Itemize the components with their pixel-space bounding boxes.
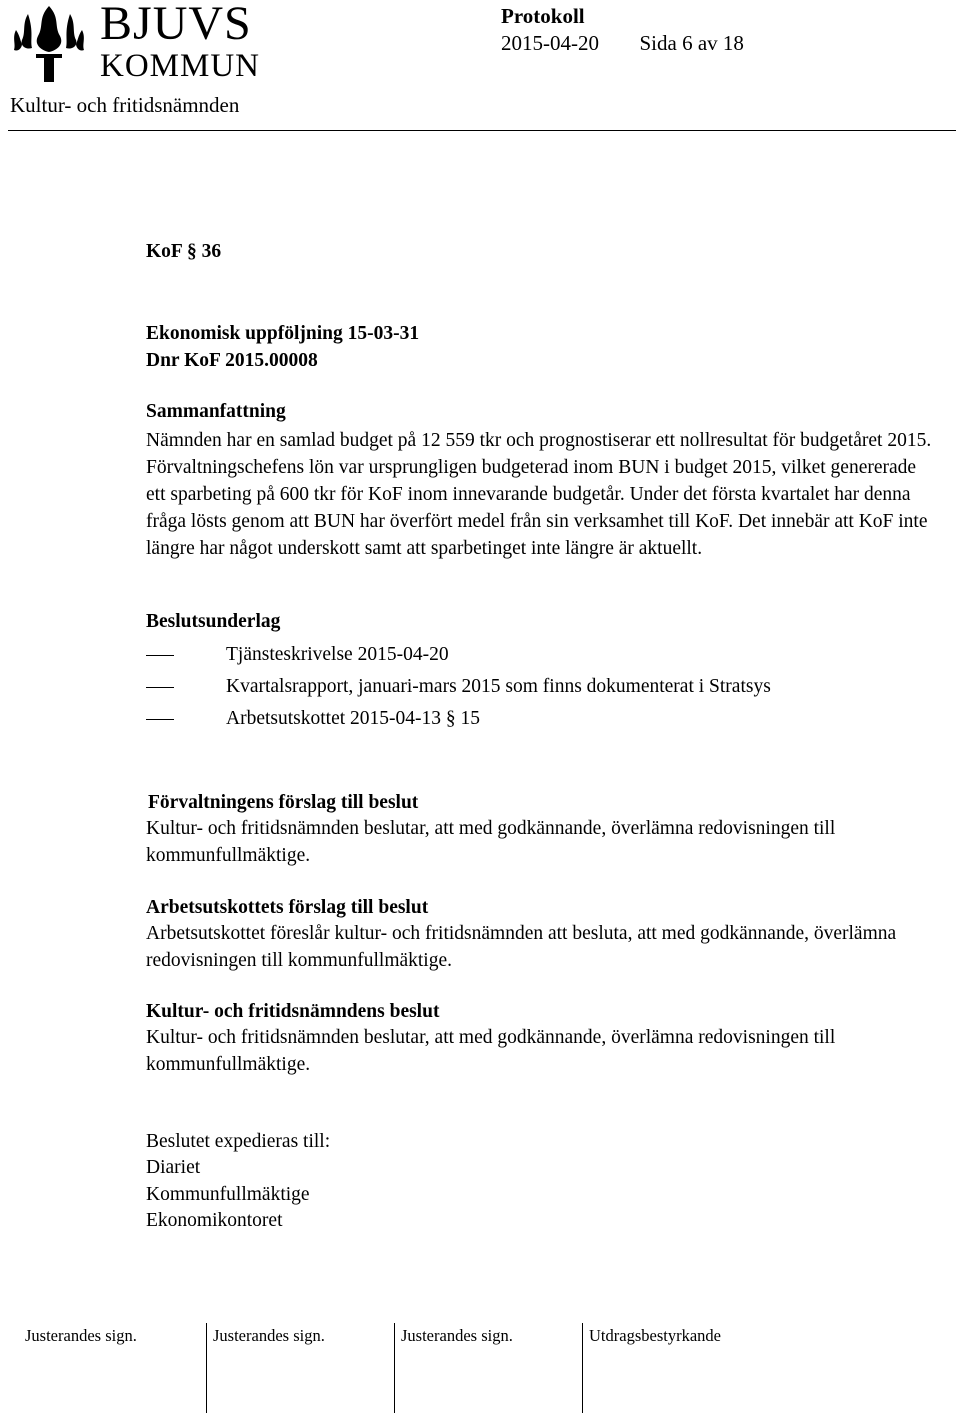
signature-divider xyxy=(206,1323,207,1413)
torch-flame-icon xyxy=(8,4,90,84)
decision-text: Kultur- och fritidsnämnden beslutar, att med godkännande, överlämna redovisningen till kommunfullmäktige. xyxy=(146,1027,836,1075)
decision-heading: Kultur- och fritidsnämndens beslut xyxy=(146,1001,440,1022)
distribution-recipient: Diariet xyxy=(146,1157,201,1178)
distribution-heading: Beslutet expedieras till: xyxy=(146,1131,331,1152)
document-header xyxy=(501,3,744,58)
dash-bullet xyxy=(146,687,174,688)
logo-wordmark-kommun: KOMMUN xyxy=(100,48,261,84)
distribution-recipient: Ekonomikontoret xyxy=(146,1210,283,1231)
signature-cell-label: Utdragsbestyrkande xyxy=(589,1326,721,1345)
case-dnr: Dnr KoF 2015.00008 xyxy=(146,350,318,371)
admin-proposal-heading: Förvaltningens förslag till beslut xyxy=(148,792,419,813)
case-title: Ekonomisk uppföljning 15-03-31 xyxy=(146,323,420,344)
basis-heading: Beslutsunderlag xyxy=(146,611,281,632)
basis-item-text: Tjänsteskrivelse 2015-04-20 xyxy=(226,644,449,665)
case-number: KoF § 36 xyxy=(146,241,222,262)
admin-proposal-text: Kultur- och fritidsnämnden beslutar, att med godkännande, överlämna redovisningen till kommunfullmäktige. xyxy=(146,818,836,866)
signature-cell-label: Justerandes sign. xyxy=(25,1326,137,1345)
dash-bullet xyxy=(146,719,174,720)
summary-heading: Sammanfattning xyxy=(146,401,286,422)
signature-footer xyxy=(0,1323,960,1415)
municipality-logo xyxy=(8,0,261,84)
basis-item-text: Arbetsutskottet 2015-04-13 § 15 xyxy=(226,708,481,729)
basis-item-text: Kvartalsrapport, januari-mars 2015 som finns dokumenterat i Stratsys xyxy=(226,676,771,697)
distribution-recipient: Kommunfullmäktige xyxy=(146,1184,310,1205)
signature-divider xyxy=(394,1323,395,1413)
department-name: Kultur- och fritidsnämnden xyxy=(10,93,240,117)
signature-cell-label: Justerandes sign. xyxy=(401,1326,513,1345)
logo-wordmark-bjuvs: BJUVS xyxy=(100,0,252,50)
signature-divider xyxy=(582,1323,583,1413)
page-indicator: Sida 6 av 18 xyxy=(639,31,744,56)
dash-bullet xyxy=(146,655,174,656)
summary-text: Nämnden har en samlad budget på 12 559 tkr och prognostiserar ett nollresultat för budgetåret 2015. Förvaltningschefens lön var ursprungligen budgeterad inom BUN i budget 2015, vilket genererade ett sparbeting på 600 tkr för KoF inom innevarande budgetår. Under det första kvartalet har denna fråga lösts genom att BUN har överfört medel från sin verksamhet till KoF. Det innebär att KoF inte längre har något underskott samt att sparbetinget inte längre är aktuellt. xyxy=(146,430,932,559)
signature-cell-label: Justerandes sign. xyxy=(213,1326,325,1345)
document-date: 2015-04-20 xyxy=(501,31,599,56)
committee-proposal-text: Arbetsutskottet föreslår kultur- och fritidsnämnden att besluta, att med godkännande, överlämna redovisningen till kommunfullmäktige. xyxy=(146,923,897,971)
header-divider xyxy=(8,130,956,131)
committee-proposal-heading: Arbetsutskottets förslag till beslut xyxy=(146,897,429,918)
document-type: Protokoll xyxy=(501,4,585,28)
header-meta xyxy=(501,30,744,57)
